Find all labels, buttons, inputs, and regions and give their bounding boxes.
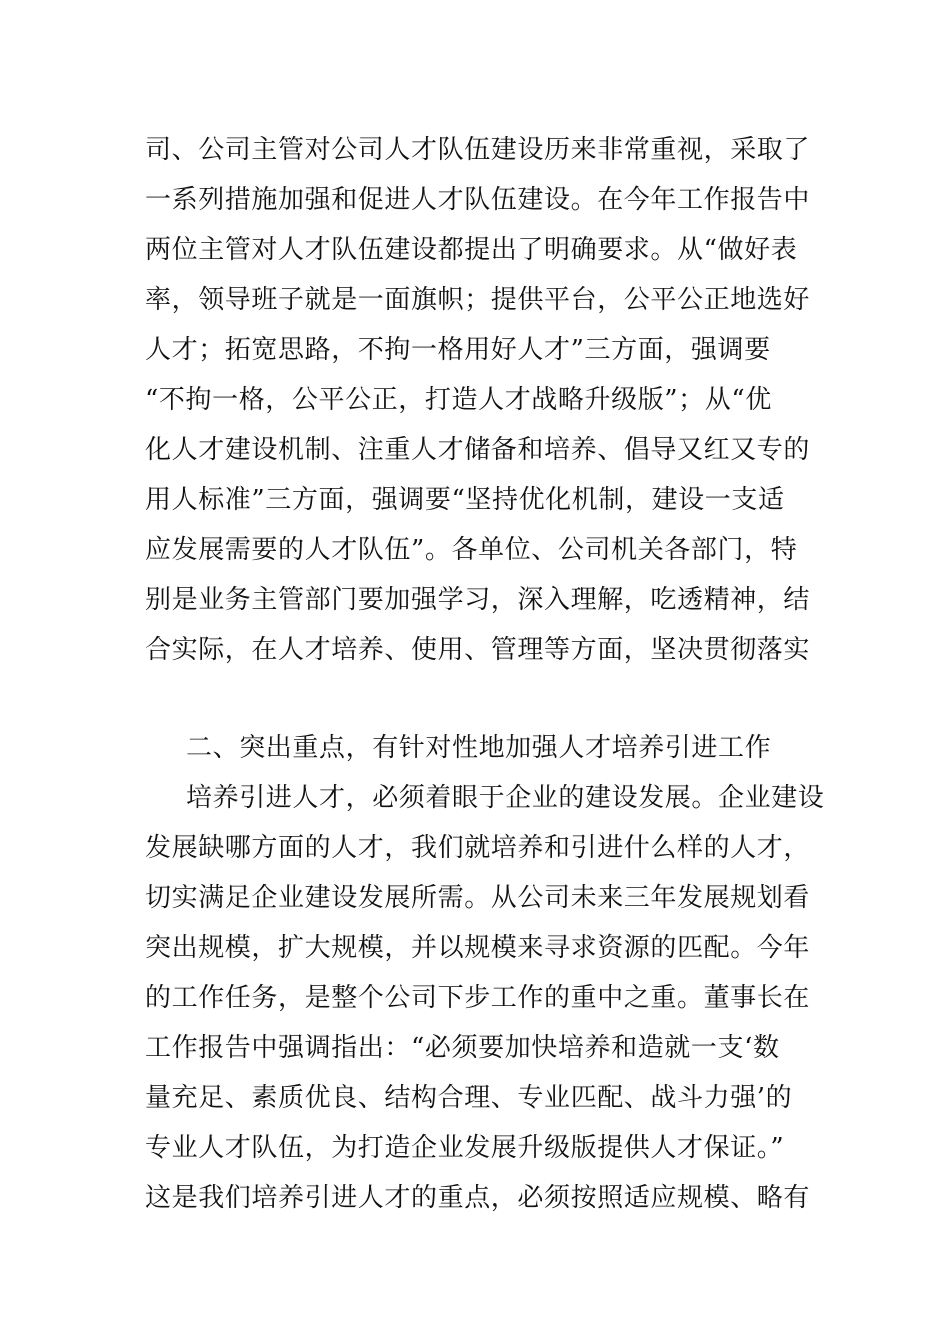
paragraph1-line-8: 用人标准”三方面，强调要“坚持优化机制，建设一支适 bbox=[145, 485, 785, 515]
section2-line-4: 突出规模，扩大规模，并以规模来寻求资源的匹配。今年 bbox=[145, 933, 811, 963]
section2-line-6: 工作报告中强调指出：“必须要加快培养和造就一支‘数 bbox=[145, 1033, 780, 1063]
paragraph1-line-7: 化人才建设机制、注重人才储备和培养、倡导又红又专的 bbox=[145, 435, 811, 465]
paragraph1-line-4: 率，领导班子就是一面旗帜；提供平台，公平公正地选好 bbox=[145, 285, 811, 315]
section2-line-8: 专业人才队伍，为打造企业发展升级版提供人才保证。” bbox=[145, 1133, 785, 1163]
section2-line-7: 量充足、素质优良、结构合理、专业匹配、战斗力强’的 bbox=[145, 1083, 793, 1113]
paragraph1-line-11: 合实际，在人才培养、使用、管理等方面，坚决贯彻落实 bbox=[145, 635, 811, 665]
section2-line-1: 培养引进人才，必须着眼于企业的建设发展。企业建设 bbox=[186, 783, 825, 813]
paragraph1-line-2: 一系列措施加强和促进人才队伍建设。在今年工作报告中 bbox=[145, 185, 811, 215]
section2-line-2: 发展缺哪方面的人才，我们就培养和引进什么样的人才， bbox=[145, 833, 811, 863]
section2-line-5: 的工作任务，是整个公司下步工作的重中之重。董事长在 bbox=[145, 983, 811, 1013]
paragraph1-line-10: 别是业务主管部门要加强学习，深入理解，吃透精神，结 bbox=[145, 585, 811, 615]
paragraph1-line-3: 两位主管对人才队伍建设都提出了明确要求。从“做好表 bbox=[145, 235, 798, 265]
paragraph1-line-6: “不拘一格，公平公正，打造人才战略升级版”；从“优 bbox=[145, 385, 772, 415]
paragraph1-line-9: 应发展需要的人才队伍”。各单位、公司机关各部门，特 bbox=[145, 535, 798, 565]
paragraph1-line-1: 司、公司主管对公司人才队伍建设历来非常重视，采取了 bbox=[145, 135, 811, 165]
section2-line-3: 切实满足企业建设发展所需。从公司未来三年发展规划看 bbox=[145, 883, 811, 913]
section2-heading: 二、突出重点，有针对性地加强人才培养引进工作 bbox=[186, 733, 772, 763]
section2-line-9: 这是我们培养引进人才的重点，必须按照适应规模、略有 bbox=[145, 1183, 811, 1213]
paragraph1-line-5: 人才；拓宽思路，不拘一格用好人才”三方面，强调要 bbox=[145, 335, 771, 365]
